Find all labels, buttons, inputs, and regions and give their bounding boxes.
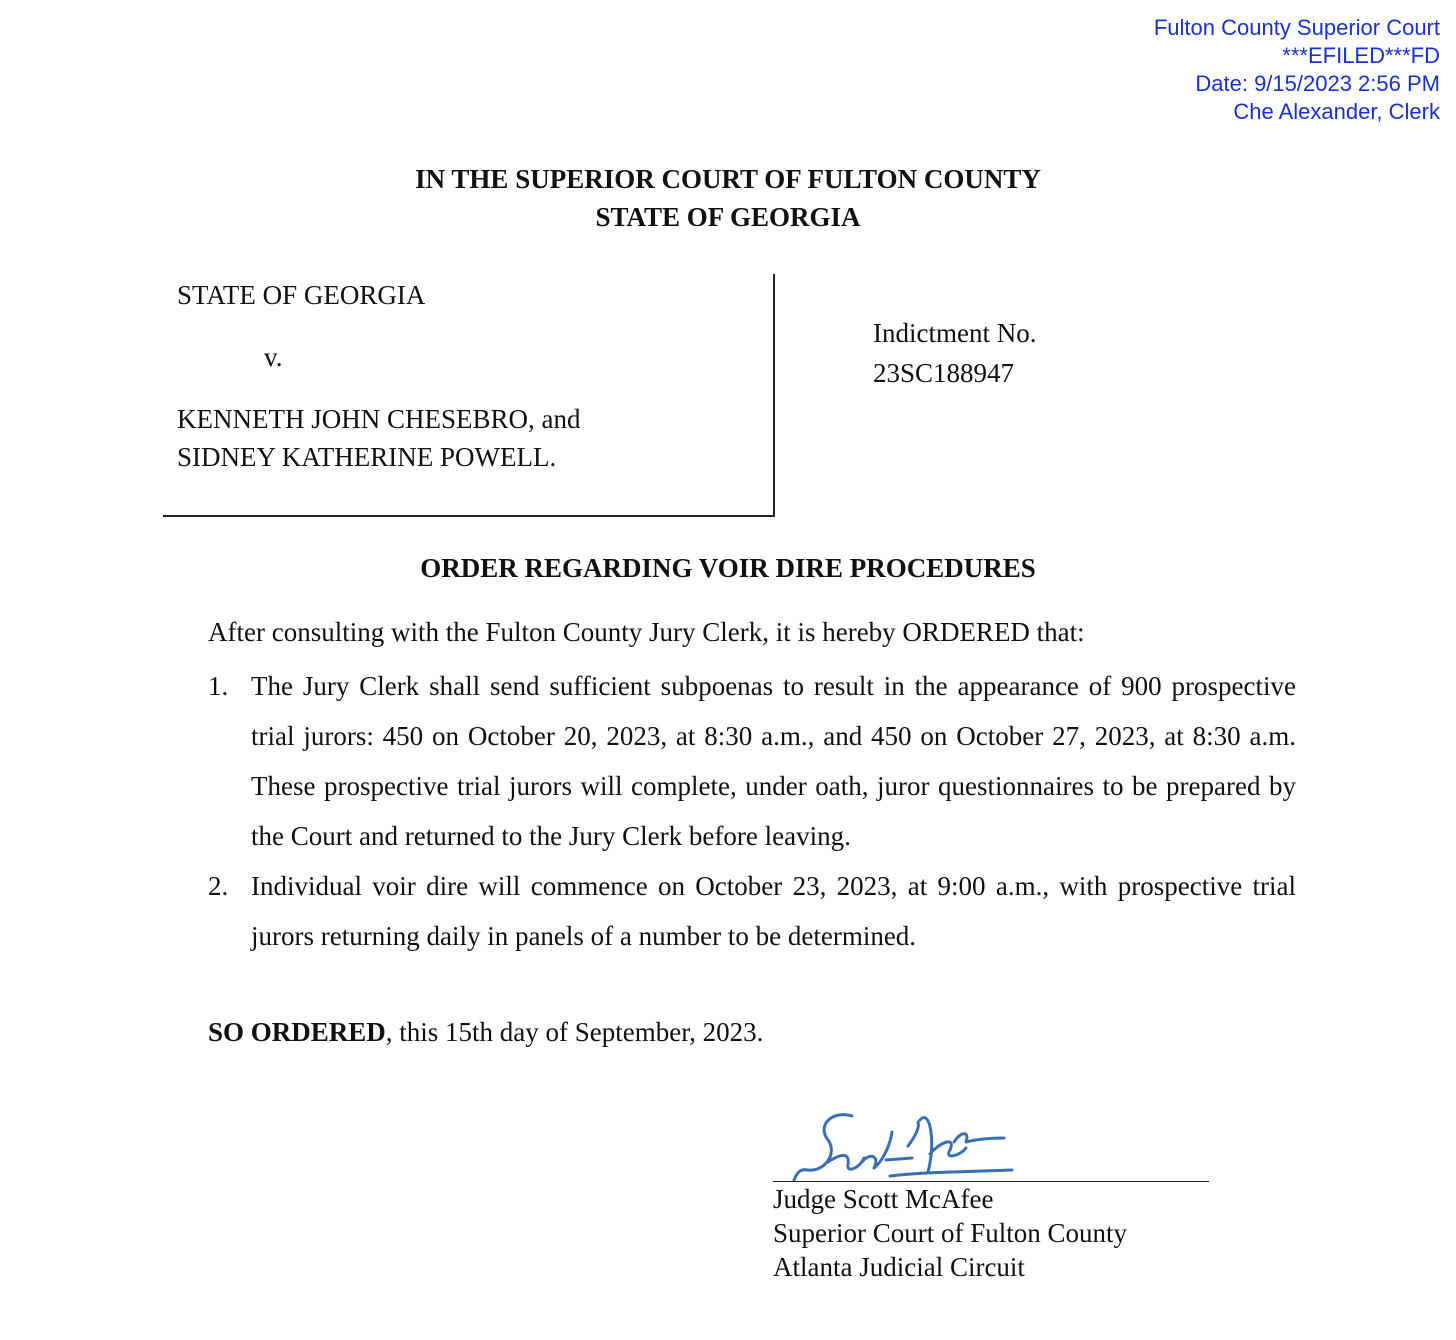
judge-name: Judge Scott McAfee [773,1184,994,1214]
order-item-number: 2. [208,871,229,901]
defendant-2: SIDNEY KATHERINE POWELL. [177,442,557,472]
indictment-label: Indictment No. [873,318,1037,348]
so-ordered-bold: SO ORDERED [208,1017,386,1047]
court-state: STATE OF GEORGIA [595,202,861,232]
order-items [208,661,1296,961]
stamp-court: Fulton County Superior Court [1153,15,1440,40]
case-caption-parties [177,276,580,476]
order-intro: After consulting with the Fulton County Jury Clerk, it is hereby ORDERED that: [208,617,1085,647]
order-item-text: Individual voir dire will commence on October 23, 2023, at 9:00 a.m., with prospective trial jurors returning daily in panels of a number to be determined. [251,871,1296,951]
stamp-clerk: Che Alexander, Clerk [1233,99,1440,124]
stamp-date: Date: 9/15/2023 2:56 PM [1195,71,1440,96]
court-name: IN THE SUPERIOR COURT OF FULTON COUNTY [415,164,1041,194]
so-ordered [208,1013,763,1051]
caption-divider-horizontal [163,515,775,517]
court-header [0,160,1456,236]
order-title: ORDER REGARDING VOIR DIRE PROCEDURES [420,553,1036,583]
stamp-efiled: ***EFILED***FD [1282,43,1440,68]
versus: v. [264,342,283,372]
indictment-block [873,313,1036,393]
efiled-stamp [1154,14,1440,126]
so-ordered-date: , this 15th day of September, 2023. [385,1017,764,1047]
signature-stroke [794,1115,1012,1180]
order-item [208,861,1296,961]
caption-divider-vertical [773,274,775,517]
defendant-1: KENNETH JOHN CHESEBRO, and [177,404,581,434]
judge-circuit: Atlanta Judicial Circuit [773,1252,1025,1282]
order-item-text: The Jury Clerk shall send sufficient subpoenas to result in the appearance of 900 prospective trial jurors: 450 on October 20, 2023, at 8:30 a.m., and 450 on October 27, 2023, at 8:30 a.m. These prospective trial jurors will complete, under oath, juror questionnaires to be prepared by the Court and returned to the Jury Clerk before leaving. [251,671,1296,851]
indictment-number: 23SC188947 [873,358,1015,388]
order-item-number: 1. [208,671,229,701]
judge-court: Superior Court of Fulton County [773,1218,1128,1248]
plaintiff: STATE OF GEORGIA [177,280,426,310]
judge-signature-image [790,1102,1030,1192]
judge-block [773,1182,1127,1284]
order-item [208,661,1296,861]
